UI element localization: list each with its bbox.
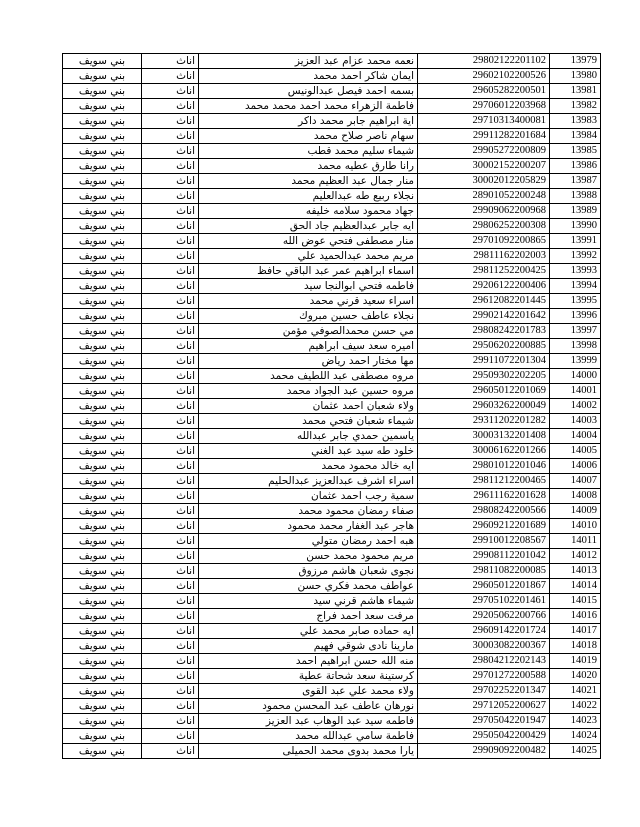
national-id-cell: 29705042201947 [418, 714, 550, 729]
serial-number-cell: 14002 [550, 399, 601, 414]
serial-number-cell: 14020 [550, 669, 601, 684]
full-name-cell: ياسمين حمدي جابر عبدالله [199, 429, 418, 444]
table-row [63, 564, 601, 579]
national-id-cell: 29909092200482 [418, 744, 550, 759]
governorate-cell: بني سويف [63, 474, 142, 489]
table-row [63, 744, 601, 759]
full-name-cell: نورهان عاطف عبد المحسن محمود [199, 699, 418, 714]
serial-number-cell: 14004 [550, 429, 601, 444]
national-id-cell: 29701092200865 [418, 234, 550, 249]
gender-cell: اناث [142, 579, 199, 594]
table-row [63, 429, 601, 444]
table-row [63, 204, 601, 219]
serial-number-cell: 13984 [550, 129, 601, 144]
gender-cell: اناث [142, 294, 199, 309]
national-id-cell: 30002152200207 [418, 159, 550, 174]
governorate-cell: بني سويف [63, 69, 142, 84]
national-id-cell: 30006162201266 [418, 444, 550, 459]
gender-cell: اناث [142, 414, 199, 429]
full-name-cell: هاجر عبد الغفار محمد محمود [199, 519, 418, 534]
governorate-cell: بني سويف [63, 369, 142, 384]
full-name-cell: سمية رجب احمد عثمان [199, 489, 418, 504]
governorate-cell: بني سويف [63, 519, 142, 534]
national-id-cell: 29811082200085 [418, 564, 550, 579]
full-name-cell: نعمه محمد عزام عبد العزيز [199, 54, 418, 69]
table-row [63, 144, 601, 159]
national-id-cell: 29611162201628 [418, 489, 550, 504]
gender-cell: اناث [142, 444, 199, 459]
national-id-cell: 28901052200248 [418, 189, 550, 204]
governorate-cell: بني سويف [63, 459, 142, 474]
full-name-cell: صفاء رمضان محمود محمد [199, 504, 418, 519]
full-name-cell: ولاء شعبان احمد عثمان [199, 399, 418, 414]
table-row [63, 579, 601, 594]
national-id-cell: 29806252200308 [418, 219, 550, 234]
governorate-cell: بني سويف [63, 504, 142, 519]
gender-cell: اناث [142, 144, 199, 159]
national-id-cell: 29804212202143 [418, 654, 550, 669]
full-name-cell: اسماء ابراهيم عمر عبد الباقي حافظ [199, 264, 418, 279]
table-row [63, 639, 601, 654]
serial-number-cell: 14010 [550, 519, 601, 534]
full-name-cell: فاطمة سامي عبدالله محمد [199, 729, 418, 744]
gender-cell: اناث [142, 729, 199, 744]
gender-cell: اناث [142, 114, 199, 129]
governorate-cell: بني سويف [63, 399, 142, 414]
table-row [63, 519, 601, 534]
governorate-cell: بني سويف [63, 534, 142, 549]
national-id-cell: 29911282201684 [418, 129, 550, 144]
serial-number-cell: 14009 [550, 504, 601, 519]
full-name-cell: مروه حسين عبد الجواد محمد [199, 384, 418, 399]
serial-number-cell: 14023 [550, 714, 601, 729]
national-id-cell: 29811252200425 [418, 264, 550, 279]
serial-number-cell: 14013 [550, 564, 601, 579]
governorate-cell: بني سويف [63, 384, 142, 399]
national-id-cell: 29811212200465 [418, 474, 550, 489]
serial-number-cell: 13988 [550, 189, 601, 204]
table-row [63, 219, 601, 234]
table-row [63, 339, 601, 354]
national-id-cell: 29509302202205 [418, 369, 550, 384]
gender-cell: اناث [142, 264, 199, 279]
governorate-cell: بني سويف [63, 684, 142, 699]
full-name-cell: ايه جابر عبدالعظيم جاد الحق [199, 219, 418, 234]
serial-number-cell: 13998 [550, 339, 601, 354]
records-table-body [63, 54, 601, 759]
governorate-cell: بني سويف [63, 624, 142, 639]
full-name-cell: ولاء محمد علي عبد القوى [199, 684, 418, 699]
governorate-cell: بني سويف [63, 444, 142, 459]
full-name-cell: جهاد محمود سلامه خليفه [199, 204, 418, 219]
gender-cell: اناث [142, 429, 199, 444]
governorate-cell: بني سويف [63, 549, 142, 564]
full-name-cell: مها مختار احمد رياض [199, 354, 418, 369]
serial-number-cell: 14018 [550, 639, 601, 654]
full-name-cell: منار مصطفى فتحي عوض الله [199, 234, 418, 249]
governorate-cell: بني سويف [63, 579, 142, 594]
national-id-cell: 29205062200766 [418, 609, 550, 624]
gender-cell: اناث [142, 744, 199, 759]
national-id-cell: 29902142201642 [418, 309, 550, 324]
gender-cell: اناث [142, 549, 199, 564]
gender-cell: اناث [142, 339, 199, 354]
governorate-cell: بني سويف [63, 309, 142, 324]
governorate-cell: بني سويف [63, 189, 142, 204]
gender-cell: اناث [142, 189, 199, 204]
full-name-cell: هبه احمد رمضان متولي [199, 534, 418, 549]
national-id-cell: 30003082200367 [418, 639, 550, 654]
full-name-cell: بسمه احمد فيصل عبدالونيس [199, 84, 418, 99]
gender-cell: اناث [142, 384, 199, 399]
table-row [63, 294, 601, 309]
serial-number-cell: 14022 [550, 699, 601, 714]
gender-cell: اناث [142, 54, 199, 69]
governorate-cell: بني سويف [63, 159, 142, 174]
table-row [63, 714, 601, 729]
full-name-cell: ايه حماده صابر محمد علي [199, 624, 418, 639]
national-id-cell: 29808242200566 [418, 504, 550, 519]
gender-cell: اناث [142, 699, 199, 714]
table-row [63, 174, 601, 189]
gender-cell: اناث [142, 609, 199, 624]
serial-number-cell: 13986 [550, 159, 601, 174]
full-name-cell: شيماء سليم محمد قطب [199, 144, 418, 159]
serial-number-cell: 13983 [550, 114, 601, 129]
gender-cell: اناث [142, 474, 199, 489]
governorate-cell: بني سويف [63, 654, 142, 669]
serial-number-cell: 13994 [550, 279, 601, 294]
serial-number-cell: 14025 [550, 744, 601, 759]
gender-cell: اناث [142, 99, 199, 114]
national-id-cell: 29602102200526 [418, 69, 550, 84]
national-id-cell: 29911072201304 [418, 354, 550, 369]
governorate-cell: بني سويف [63, 204, 142, 219]
governorate-cell: بني سويف [63, 294, 142, 309]
full-name-cell: فاطمه سيد عبد الوهاب عبد العزيز [199, 714, 418, 729]
table-row [63, 129, 601, 144]
gender-cell: اناث [142, 129, 199, 144]
serial-number-cell: 14011 [550, 534, 601, 549]
table-row [63, 69, 601, 84]
gender-cell: اناث [142, 69, 199, 84]
table-row [63, 279, 601, 294]
table-row [63, 534, 601, 549]
gender-cell: اناث [142, 399, 199, 414]
gender-cell: اناث [142, 309, 199, 324]
national-id-cell: 29712052200627 [418, 699, 550, 714]
governorate-cell: بني سويف [63, 114, 142, 129]
gender-cell: اناث [142, 534, 199, 549]
full-name-cell: سهام ناصر صلاح محمد [199, 129, 418, 144]
national-id-cell: 29506202200885 [418, 339, 550, 354]
governorate-cell: بني سويف [63, 339, 142, 354]
national-id-cell: 29801012201046 [418, 459, 550, 474]
table-row [63, 729, 601, 744]
serial-number-cell: 14017 [550, 624, 601, 639]
full-name-cell: منار جمال عبد العظيم محمد [199, 174, 418, 189]
table-row [63, 84, 601, 99]
serial-number-cell: 13991 [550, 234, 601, 249]
national-id-cell: 30003132201408 [418, 429, 550, 444]
serial-number-cell: 14008 [550, 489, 601, 504]
table-row [63, 699, 601, 714]
national-id-cell: 29802122201102 [418, 54, 550, 69]
serial-number-cell: 14001 [550, 384, 601, 399]
gender-cell: اناث [142, 369, 199, 384]
table-row [63, 99, 601, 114]
governorate-cell: بني سويف [63, 219, 142, 234]
gender-cell: اناث [142, 639, 199, 654]
gender-cell: اناث [142, 504, 199, 519]
gender-cell: اناث [142, 564, 199, 579]
full-name-cell: نجوى شعبان هاشم مرزوق [199, 564, 418, 579]
gender-cell: اناث [142, 324, 199, 339]
national-id-cell: 29905272200809 [418, 144, 550, 159]
gender-cell: اناث [142, 489, 199, 504]
table-row [63, 249, 601, 264]
full-name-cell: شيماء هاشم قرني سيد [199, 594, 418, 609]
full-name-cell: اسراء سعيد قرني محمد [199, 294, 418, 309]
national-id-cell: 29603262200049 [418, 399, 550, 414]
table-row [63, 189, 601, 204]
national-id-cell: 29702252201347 [418, 684, 550, 699]
governorate-cell: بني سويف [63, 84, 142, 99]
governorate-cell: بني سويف [63, 279, 142, 294]
governorate-cell: بني سويف [63, 249, 142, 264]
serial-number-cell: 13985 [550, 144, 601, 159]
governorate-cell: بني سويف [63, 669, 142, 684]
table-row [63, 114, 601, 129]
gender-cell: اناث [142, 684, 199, 699]
table-row [63, 504, 601, 519]
full-name-cell: ايمان شاكر احمد محمد [199, 69, 418, 84]
table-row [63, 684, 601, 699]
table-row [63, 459, 601, 474]
national-id-cell: 29811162202003 [418, 249, 550, 264]
serial-number-cell: 14007 [550, 474, 601, 489]
full-name-cell: مارينا نادى شوقي فهيم [199, 639, 418, 654]
governorate-cell: بني سويف [63, 594, 142, 609]
serial-number-cell: 14015 [550, 594, 601, 609]
national-id-cell: 29311202201282 [418, 414, 550, 429]
governorate-cell: بني سويف [63, 699, 142, 714]
governorate-cell: بني سويف [63, 489, 142, 504]
gender-cell: اناث [142, 84, 199, 99]
serial-number-cell: 13995 [550, 294, 601, 309]
full-name-cell: اسراء اشرف عبدالعزيز عبدالحليم [199, 474, 418, 489]
governorate-cell: بني سويف [63, 414, 142, 429]
governorate-cell: بني سويف [63, 354, 142, 369]
governorate-cell: بني سويف [63, 639, 142, 654]
full-name-cell: شيماء شعبان فتحي محمد [199, 414, 418, 429]
table-row [63, 609, 601, 624]
gender-cell: اناث [142, 714, 199, 729]
full-name-cell: اميره سعد سيف ابراهيم [199, 339, 418, 354]
governorate-cell: بني سويف [63, 324, 142, 339]
governorate-cell: بني سويف [63, 744, 142, 759]
gender-cell: اناث [142, 354, 199, 369]
serial-number-cell: 13982 [550, 99, 601, 114]
table-row [63, 624, 601, 639]
serial-number-cell: 13981 [550, 84, 601, 99]
governorate-cell: بني سويف [63, 429, 142, 444]
table-row [63, 309, 601, 324]
full-name-cell: مي حسن محمدالصوفي مؤمن [199, 324, 418, 339]
table-row [63, 444, 601, 459]
full-name-cell: نجلاء ربيع طه عبدالعليم [199, 189, 418, 204]
serial-number-cell: 14019 [550, 654, 601, 669]
governorate-cell: بني سويف [63, 99, 142, 114]
national-id-cell: 29612082201445 [418, 294, 550, 309]
records-table [62, 53, 601, 759]
serial-number-cell: 14016 [550, 609, 601, 624]
governorate-cell: بني سويف [63, 234, 142, 249]
national-id-cell: 29609212201689 [418, 519, 550, 534]
serial-number-cell: 13999 [550, 354, 601, 369]
governorate-cell: بني سويف [63, 54, 142, 69]
serial-number-cell: 13993 [550, 264, 601, 279]
table-row [63, 594, 601, 609]
serial-number-cell: 13992 [550, 249, 601, 264]
serial-number-cell: 14021 [550, 684, 601, 699]
full-name-cell: خلود طه سيد عبد الغني [199, 444, 418, 459]
serial-number-cell: 13987 [550, 174, 601, 189]
full-name-cell: فاطمه فتحي ابوالنجا سيد [199, 279, 418, 294]
full-name-cell: رانا طارق عطيه محمد [199, 159, 418, 174]
serial-number-cell: 14005 [550, 444, 601, 459]
table-row [63, 489, 601, 504]
national-id-cell: 29701272200588 [418, 669, 550, 684]
national-id-cell: 29605012201867 [418, 579, 550, 594]
national-id-cell: 29605012201069 [418, 384, 550, 399]
gender-cell: اناث [142, 174, 199, 189]
serial-number-cell: 14012 [550, 549, 601, 564]
table-row [63, 669, 601, 684]
full-name-cell: يارا محمد بدوى محمد الحميلى [199, 744, 418, 759]
gender-cell: اناث [142, 204, 199, 219]
governorate-cell: بني سويف [63, 264, 142, 279]
gender-cell: اناث [142, 219, 199, 234]
gender-cell: اناث [142, 159, 199, 174]
governorate-cell: بني سويف [63, 174, 142, 189]
gender-cell: اناث [142, 594, 199, 609]
governorate-cell: بني سويف [63, 729, 142, 744]
table-row [63, 324, 601, 339]
national-id-cell: 29605282200501 [418, 84, 550, 99]
national-id-cell: 29808242201783 [418, 324, 550, 339]
national-id-cell: 29609142201724 [418, 624, 550, 639]
national-id-cell: 29909062200968 [418, 204, 550, 219]
gender-cell: اناث [142, 519, 199, 534]
full-name-cell: مريم محمود محمد حسن [199, 549, 418, 564]
full-name-cell: مرفت سعد احمد فراج [199, 609, 418, 624]
table-row [63, 549, 601, 564]
table-row [63, 54, 601, 69]
gender-cell: اناث [142, 234, 199, 249]
table-row [63, 399, 601, 414]
serial-number-cell: 14014 [550, 579, 601, 594]
serial-number-cell: 13996 [550, 309, 601, 324]
serial-number-cell: 14003 [550, 414, 601, 429]
table-row [63, 384, 601, 399]
table-row [63, 369, 601, 384]
national-id-cell: 29706012203968 [418, 99, 550, 114]
full-name-cell: منه الله حسن ابراهيم احمد [199, 654, 418, 669]
gender-cell: اناث [142, 279, 199, 294]
table-row [63, 354, 601, 369]
national-id-cell: 29910012208567 [418, 534, 550, 549]
national-id-cell: 30002012205829 [418, 174, 550, 189]
full-name-cell: اية ابراهيم جابر محمد داكر [199, 114, 418, 129]
governorate-cell: بني سويف [63, 564, 142, 579]
serial-number-cell: 13990 [550, 219, 601, 234]
serial-number-cell: 14024 [550, 729, 601, 744]
table-row [63, 234, 601, 249]
governorate-cell: بني سويف [63, 714, 142, 729]
serial-number-cell: 14006 [550, 459, 601, 474]
gender-cell: اناث [142, 669, 199, 684]
national-id-cell: 29908112201042 [418, 549, 550, 564]
table-row [63, 474, 601, 489]
serial-number-cell: 13997 [550, 324, 601, 339]
gender-cell: اناث [142, 654, 199, 669]
table-row [63, 264, 601, 279]
serial-number-cell: 14000 [550, 369, 601, 384]
full-name-cell: عواطف محمد فكري حسن [199, 579, 418, 594]
serial-number-cell: 13980 [550, 69, 601, 84]
serial-number-cell: 13989 [550, 204, 601, 219]
table-row [63, 159, 601, 174]
national-id-cell: 29505042200429 [418, 729, 550, 744]
national-id-cell: 29206122200406 [418, 279, 550, 294]
gender-cell: اناث [142, 624, 199, 639]
gender-cell: اناث [142, 459, 199, 474]
governorate-cell: بني سويف [63, 129, 142, 144]
national-id-cell: 29710313400081 [418, 114, 550, 129]
full-name-cell: فاطمة الزهراء محمد احمد محمد محمد [199, 99, 418, 114]
national-id-cell: 29705102201461 [418, 594, 550, 609]
table-row [63, 414, 601, 429]
table-row [63, 654, 601, 669]
full-name-cell: كرستينة سعد شحاتة عطية [199, 669, 418, 684]
full-name-cell: مروه مصطفى عبد اللطيف محمد [199, 369, 418, 384]
governorate-cell: بني سويف [63, 144, 142, 159]
full-name-cell: مريم محمد عبدالحميد علي [199, 249, 418, 264]
full-name-cell: ايه خالد محمود محمد [199, 459, 418, 474]
gender-cell: اناث [142, 249, 199, 264]
governorate-cell: بني سويف [63, 609, 142, 624]
full-name-cell: نجلاء عاطف حسين مبروك [199, 309, 418, 324]
serial-number-cell: 13979 [550, 54, 601, 69]
